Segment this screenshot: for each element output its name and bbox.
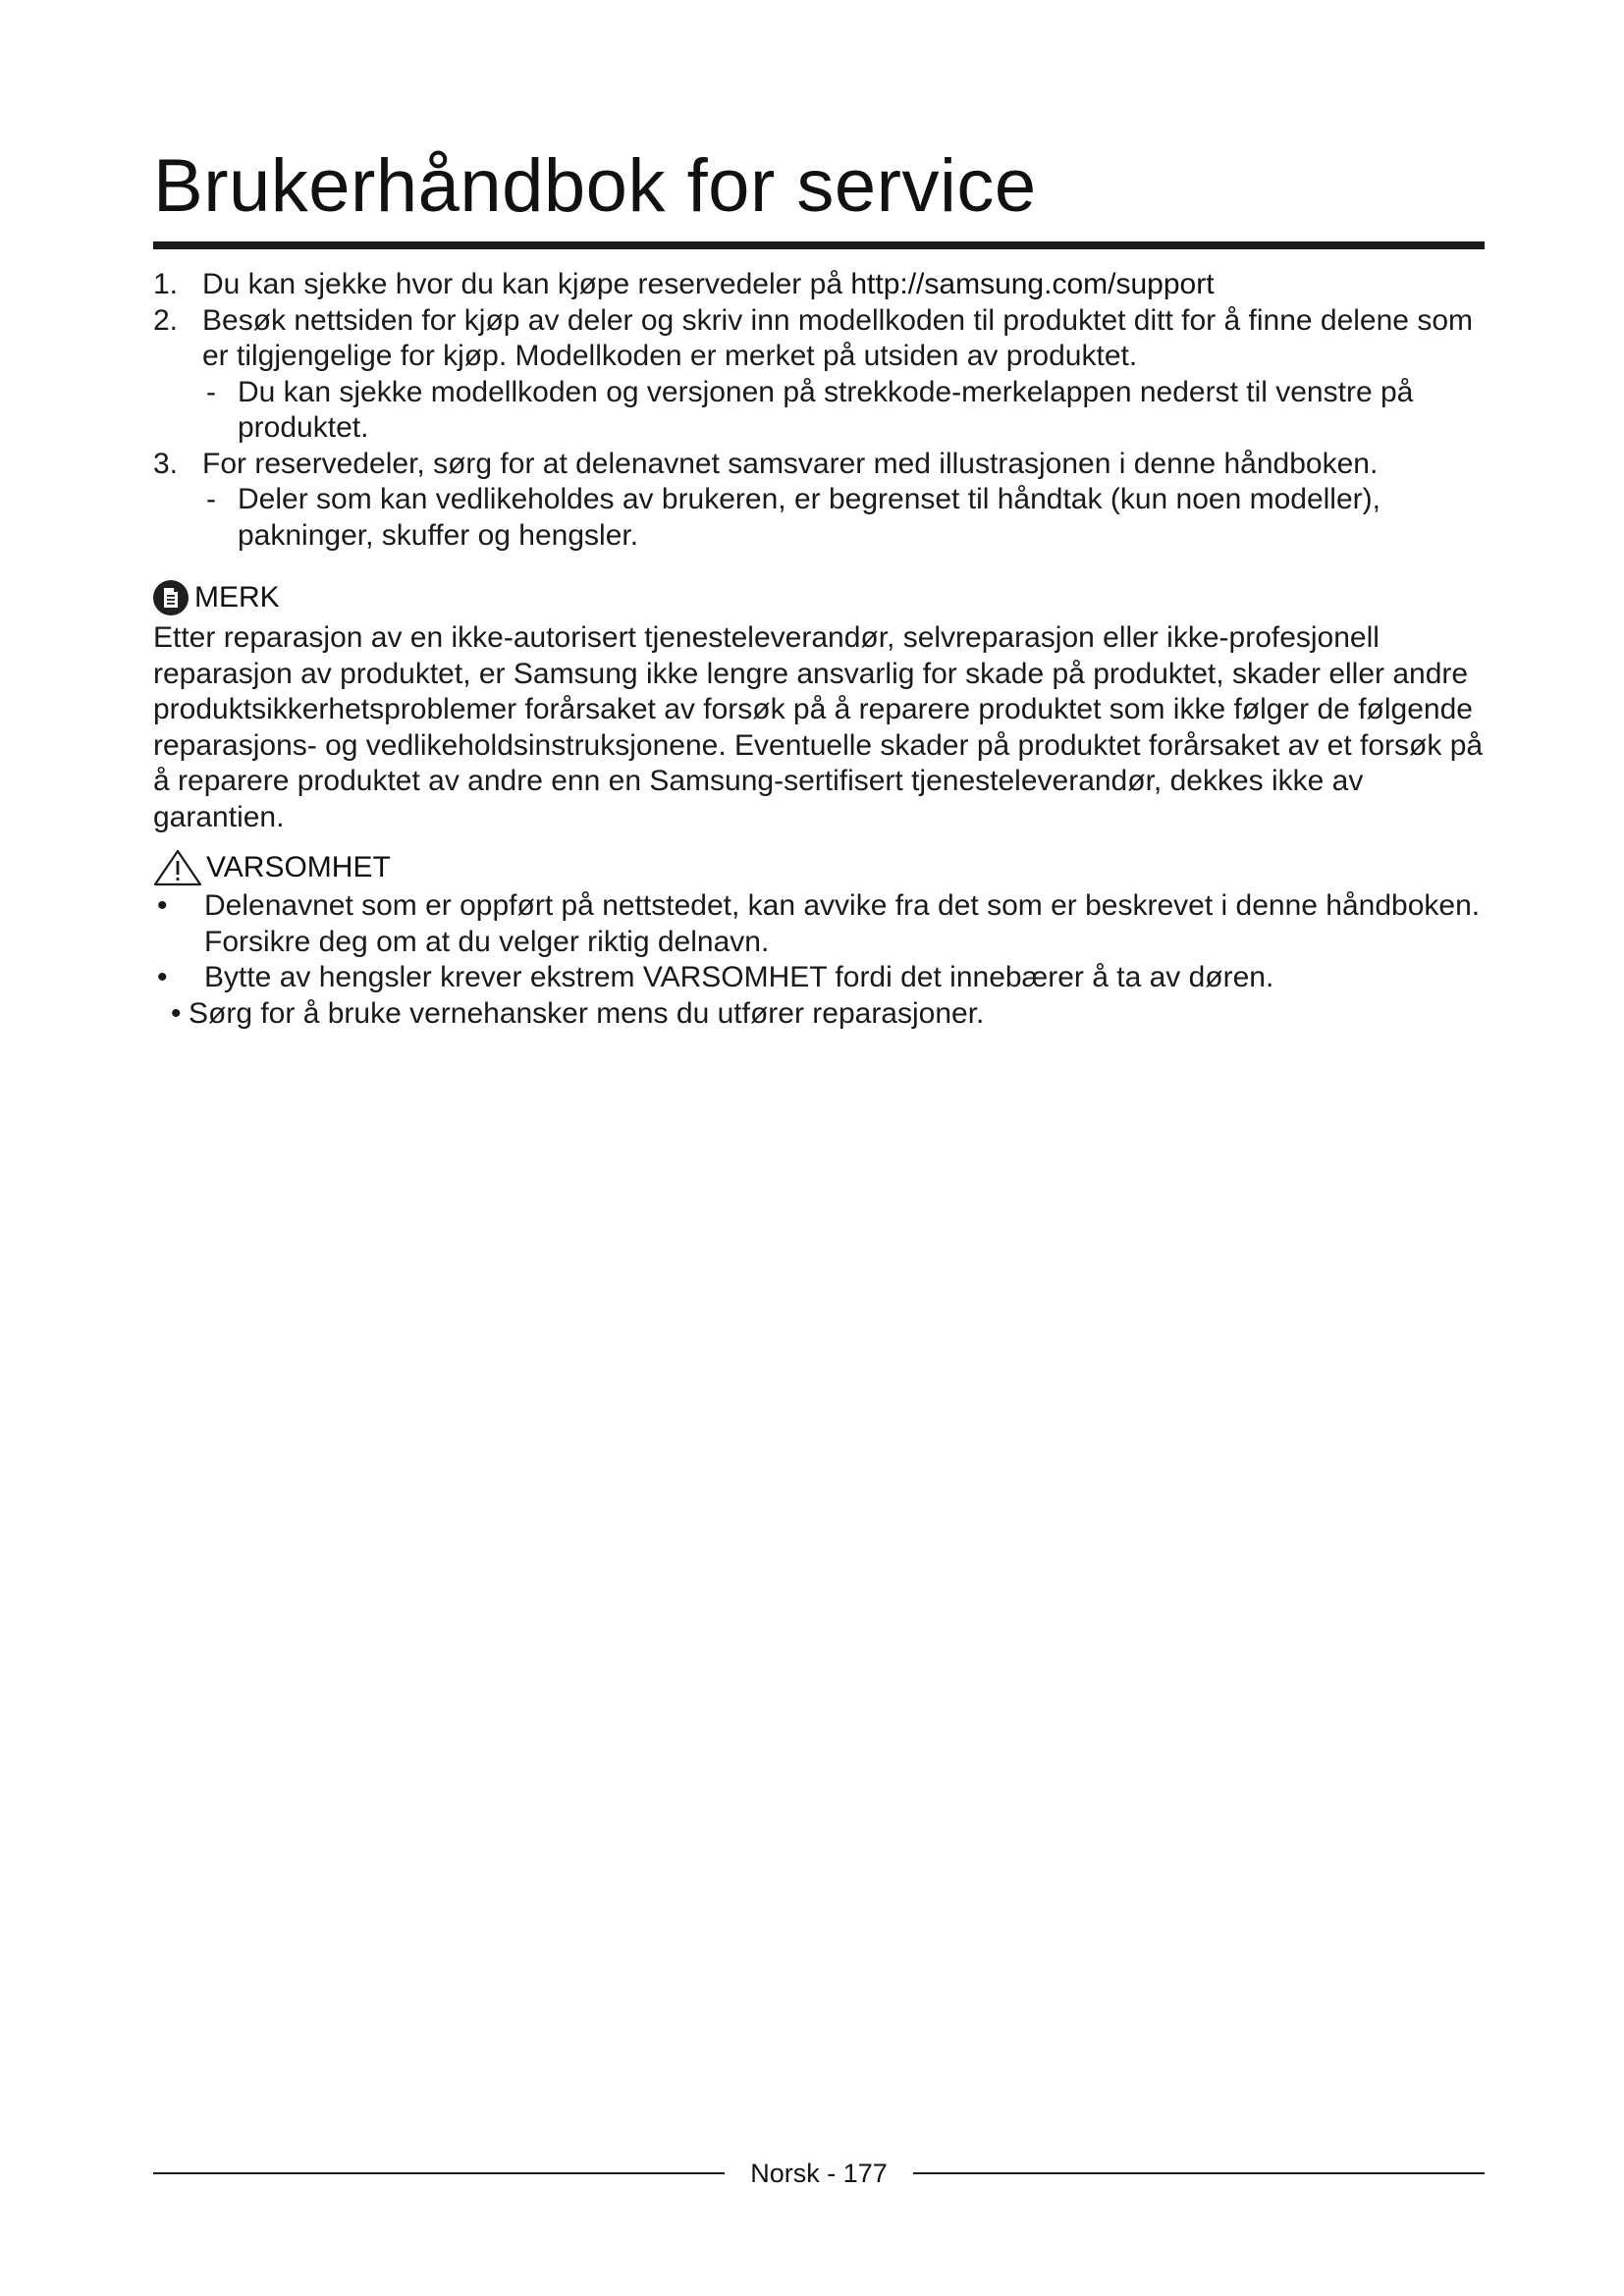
step-2-subnote bbox=[153, 375, 1485, 447]
warning-triangle-icon bbox=[153, 849, 202, 886]
caution-item bbox=[153, 960, 1485, 996]
page-number: Norsk - 177 bbox=[750, 2158, 888, 2188]
caution-item-text: Delenavnet som er oppført på nettstedet, kan avvike fra det som er beskrevet i denne håndboken. Forsikre deg om at du velger riktig delnavn. bbox=[204, 889, 1481, 958]
page-footer bbox=[153, 2154, 1485, 2193]
step-text: Besøk nettsiden for kjøp av deler og skriv inn modellkoden til produktet ditt for å finne delene som er tilgjengelige for kjøp. Modellkoden er merket på utsiden av produktet. bbox=[202, 303, 1473, 372]
caution-item bbox=[153, 888, 1485, 960]
subnote-text: Deler som kan vedlikeholdes av brukeren, er begrenset til håndtak (kun noen modeller), pakninger, skuffer og hengsler. bbox=[238, 483, 1380, 552]
bullet-marker: • bbox=[157, 889, 168, 922]
caution-list bbox=[153, 888, 1485, 1032]
step-number: 3. bbox=[153, 447, 179, 480]
note-header bbox=[153, 579, 1485, 616]
dash-marker: - bbox=[206, 375, 216, 408]
step-3-subnote bbox=[153, 482, 1485, 554]
note-text: Etter reparasjon av en ikke-autorisert tjenesteleverandør, selvreparasjon eller ikke-profesjonell reparasjon av produktet, er Samsung ikke lengre ansvarlig for skade på produktet, skader eller andre produktsikkerhetsproblemer forårsaket av forsøk på å reparere produktet som ikke følger de følgende reparasjons- og vedlikeholdsinstruksjonene. Eventuelle skader på produktet forårsaket av et forsøk på å reparere produktet av andre enn en Samsung-sertifisert tjenesteleverandør, dekkes ikke av garantien. bbox=[153, 621, 1484, 833]
footer-rule-left bbox=[153, 2172, 725, 2174]
note-label: MERK bbox=[194, 580, 280, 614]
main-content bbox=[153, 267, 1485, 1032]
step-2 bbox=[153, 303, 1485, 447]
subnote-text: Du kan sjekke modellkoden og versjonen på strekkode-merkelappen nederst til venstre på produktet. bbox=[238, 375, 1414, 444]
caution-item-text: Sørg for å bruke vernehansker mens du utfører reparasjoner. bbox=[189, 996, 985, 1030]
step-text: Du kan sjekke hvor du kan kjøpe reservedeler på bbox=[202, 268, 851, 300]
bullet-marker: • bbox=[171, 996, 182, 1030]
caution-item bbox=[153, 996, 1485, 1033]
title-underline bbox=[153, 241, 1485, 249]
caution-label: VARSOMHET bbox=[206, 850, 391, 883]
steps-list bbox=[153, 267, 1485, 554]
step-number: 1. bbox=[153, 268, 179, 300]
page-title: Brukerhåndbok for service bbox=[153, 144, 1037, 228]
support-link[interactable]: http://samsung.com/support bbox=[850, 268, 1215, 300]
step-number: 2. bbox=[153, 303, 179, 337]
step-3 bbox=[153, 447, 1485, 555]
caution-item-text: Bytte av hengsler krever ekstrem VARSOMHET fordi det innebærer å ta av døren. bbox=[204, 961, 1274, 993]
footer-rule-right bbox=[913, 2172, 1485, 2174]
note-icon bbox=[153, 580, 189, 615]
step-1 bbox=[153, 267, 1485, 303]
bullet-marker: • bbox=[157, 961, 168, 993]
step-text: For reservedeler, sørg for at delenavnet samsvarer med illustrasjonen i denne håndboken. bbox=[202, 447, 1379, 480]
dash-marker: - bbox=[206, 483, 216, 515]
caution-header bbox=[153, 849, 1485, 886]
